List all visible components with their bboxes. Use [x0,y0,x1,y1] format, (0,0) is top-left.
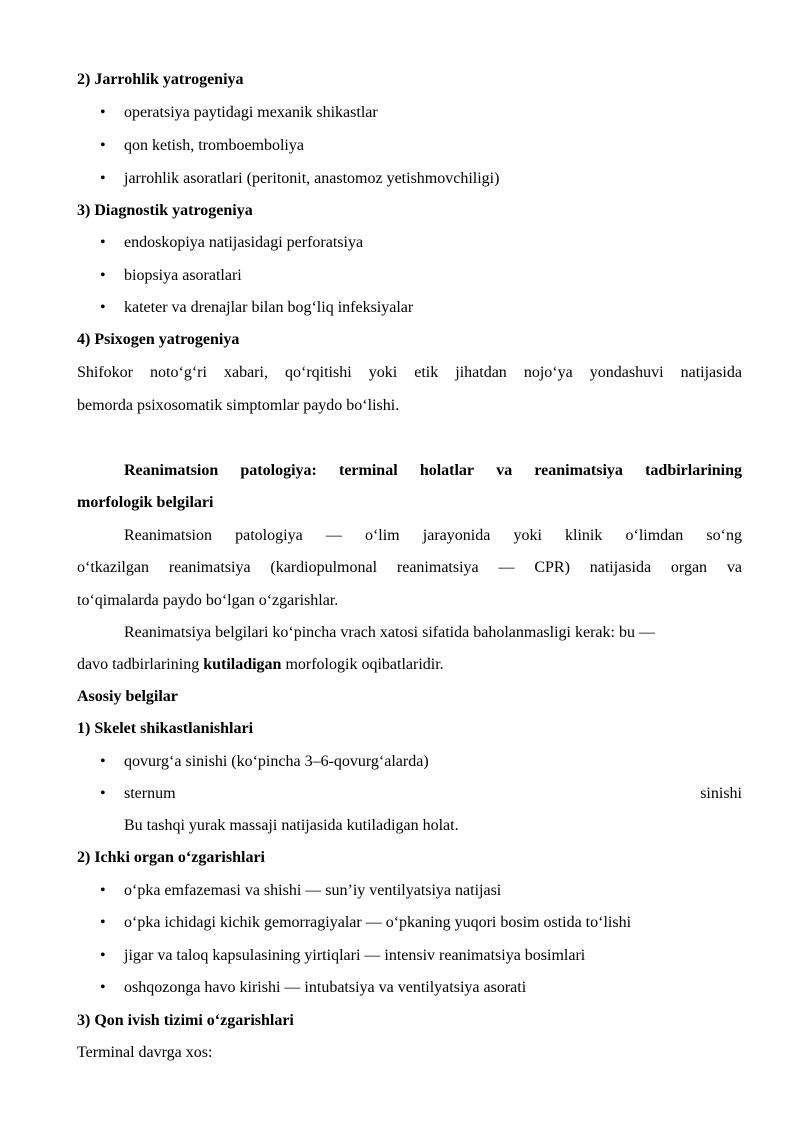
word: yondashuvi [589,364,664,381]
word: Reanimatsion [124,527,212,544]
emphasis-text: kutiladigan [203,656,282,673]
list-item: operatsiya paytidagi mexanik shikastlar [124,104,378,121]
list-item: qovurg‘a sinishi (ko‘pincha 3–6-qovurg‘alarda) [124,753,429,770]
paragraph-line [77,558,742,578]
word: jarayonida [422,527,491,544]
paragraph-line [77,655,444,675]
word: va [496,462,513,479]
list-item: jarrohlik asoratlari (peritonit, anastomoz yetishmovchiligi) [124,170,500,187]
list-item: oshqozonga havo kirishi — intubatsiya va ventilyatsiya asorati [124,979,527,996]
paragraph-line [77,363,742,383]
word: — [325,527,342,544]
word: (kardiopulmonal [270,559,378,576]
bullet-icon: • [100,979,106,996]
paragraph-line [124,526,742,546]
word: natijasida [589,559,652,576]
section-heading: 2) Jarrohlik yatrogeniya [77,71,244,88]
word: reanimatsiya [534,462,623,479]
chapter-title-line2: morfologik belgilari [77,494,214,511]
word: holatlar [419,462,475,479]
chapter-title [124,461,742,481]
text-span: morfologik oqibatlaridir. [281,656,444,673]
bullet-icon: • [100,882,106,899]
section-heading: 1) Skelet shikastlanishlari [77,720,254,737]
paragraph-line: to‘qimalarda paydo bo‘lgan o‘zgarishlar. [77,592,339,609]
paragraph-line: Terminal davrga xos: [77,1044,213,1061]
word: reanimatsiya [168,559,251,576]
word: etik [414,364,439,381]
word: — [498,559,515,576]
list-item: kateter va drenajlar bilan bog‘liq infeksiyalar [124,299,414,316]
word: klinik [565,527,603,544]
word: patologiya [235,527,303,544]
bullet-icon: • [100,267,106,284]
list-item [124,784,742,804]
list-item: o‘pka emfazemasi va shishi — sun’iy ventilyatsiya natijasi [124,882,502,899]
word: natijasida [680,364,742,381]
list-item: qon ketish, tromboemboliya [124,137,304,154]
text-span: sinishi [700,785,742,802]
section-heading: 4) Psixogen yatrogeniya [77,331,240,348]
word: noto‘g‘ri [150,364,207,381]
word: Reanimatsion [124,462,219,479]
bullet-icon: • [100,785,106,802]
section-heading: 3) Diagnostik yatrogeniya [77,202,253,219]
word: yoki [368,364,398,381]
bullet-icon: • [100,170,106,187]
bullet-icon: • [100,299,106,316]
bullet-icon: • [100,914,106,931]
bullet-icon: • [100,753,106,770]
word: so‘ng [706,527,742,544]
word: tadbirlarining [645,462,742,479]
list-item: endoskopiya natijasidagi perforatsiya [124,234,364,251]
word: terminal [339,462,398,479]
word: qo‘rqitishi [285,364,352,381]
list-item: biopsiya asoratlari [124,267,242,284]
section-heading: 2) Ichki organ o‘zgarishlari [77,849,265,866]
text-span: sternum [124,785,176,802]
bullet-icon: • [100,137,106,154]
word: CPR) [534,559,570,576]
note-text: Bu tashqi yurak massaji natijasida kutiladigan holat. [124,817,459,834]
paragraph-line: Reanimatsiya belgilari ko‘pincha vrach xatosi sifatida baholanmasligi kerak: bu — [124,624,655,641]
word: patologiya: [240,462,317,479]
list-item: jigar va taloq kapsulasining yirtiqlari — intensiv reanimatsiya bosimlari [124,947,586,964]
word: jihatdan [455,364,507,381]
bullet-icon: • [100,947,106,964]
list-item: o‘pka ichidagi kichik gemorragiyalar — o‘pkaning yuqori bosim ostida to‘lishi [124,914,632,931]
word: o‘tkazilgan [77,559,149,576]
word: Shifokor [77,364,133,381]
word: o‘lim [364,527,400,544]
word: organ [670,559,708,576]
word: o‘limdan [625,527,684,544]
bullet-icon: • [100,234,106,251]
word: nojo‘ya [523,364,573,381]
word: va [726,559,742,576]
word: reanimatsiya [396,559,479,576]
section-heading: 3) Qon ivish tizimi o‘zgarishlari [77,1012,294,1029]
bullet-icon: • [100,104,106,121]
word: xabari, [223,364,268,381]
paragraph-line: bemorda psixosomatik simptomlar paydo bo‘lishi. [77,397,400,414]
word: yoki [513,527,542,544]
text-span: davo tadbirlarining [77,656,204,673]
section-heading: Asosiy belgilar [77,688,178,705]
